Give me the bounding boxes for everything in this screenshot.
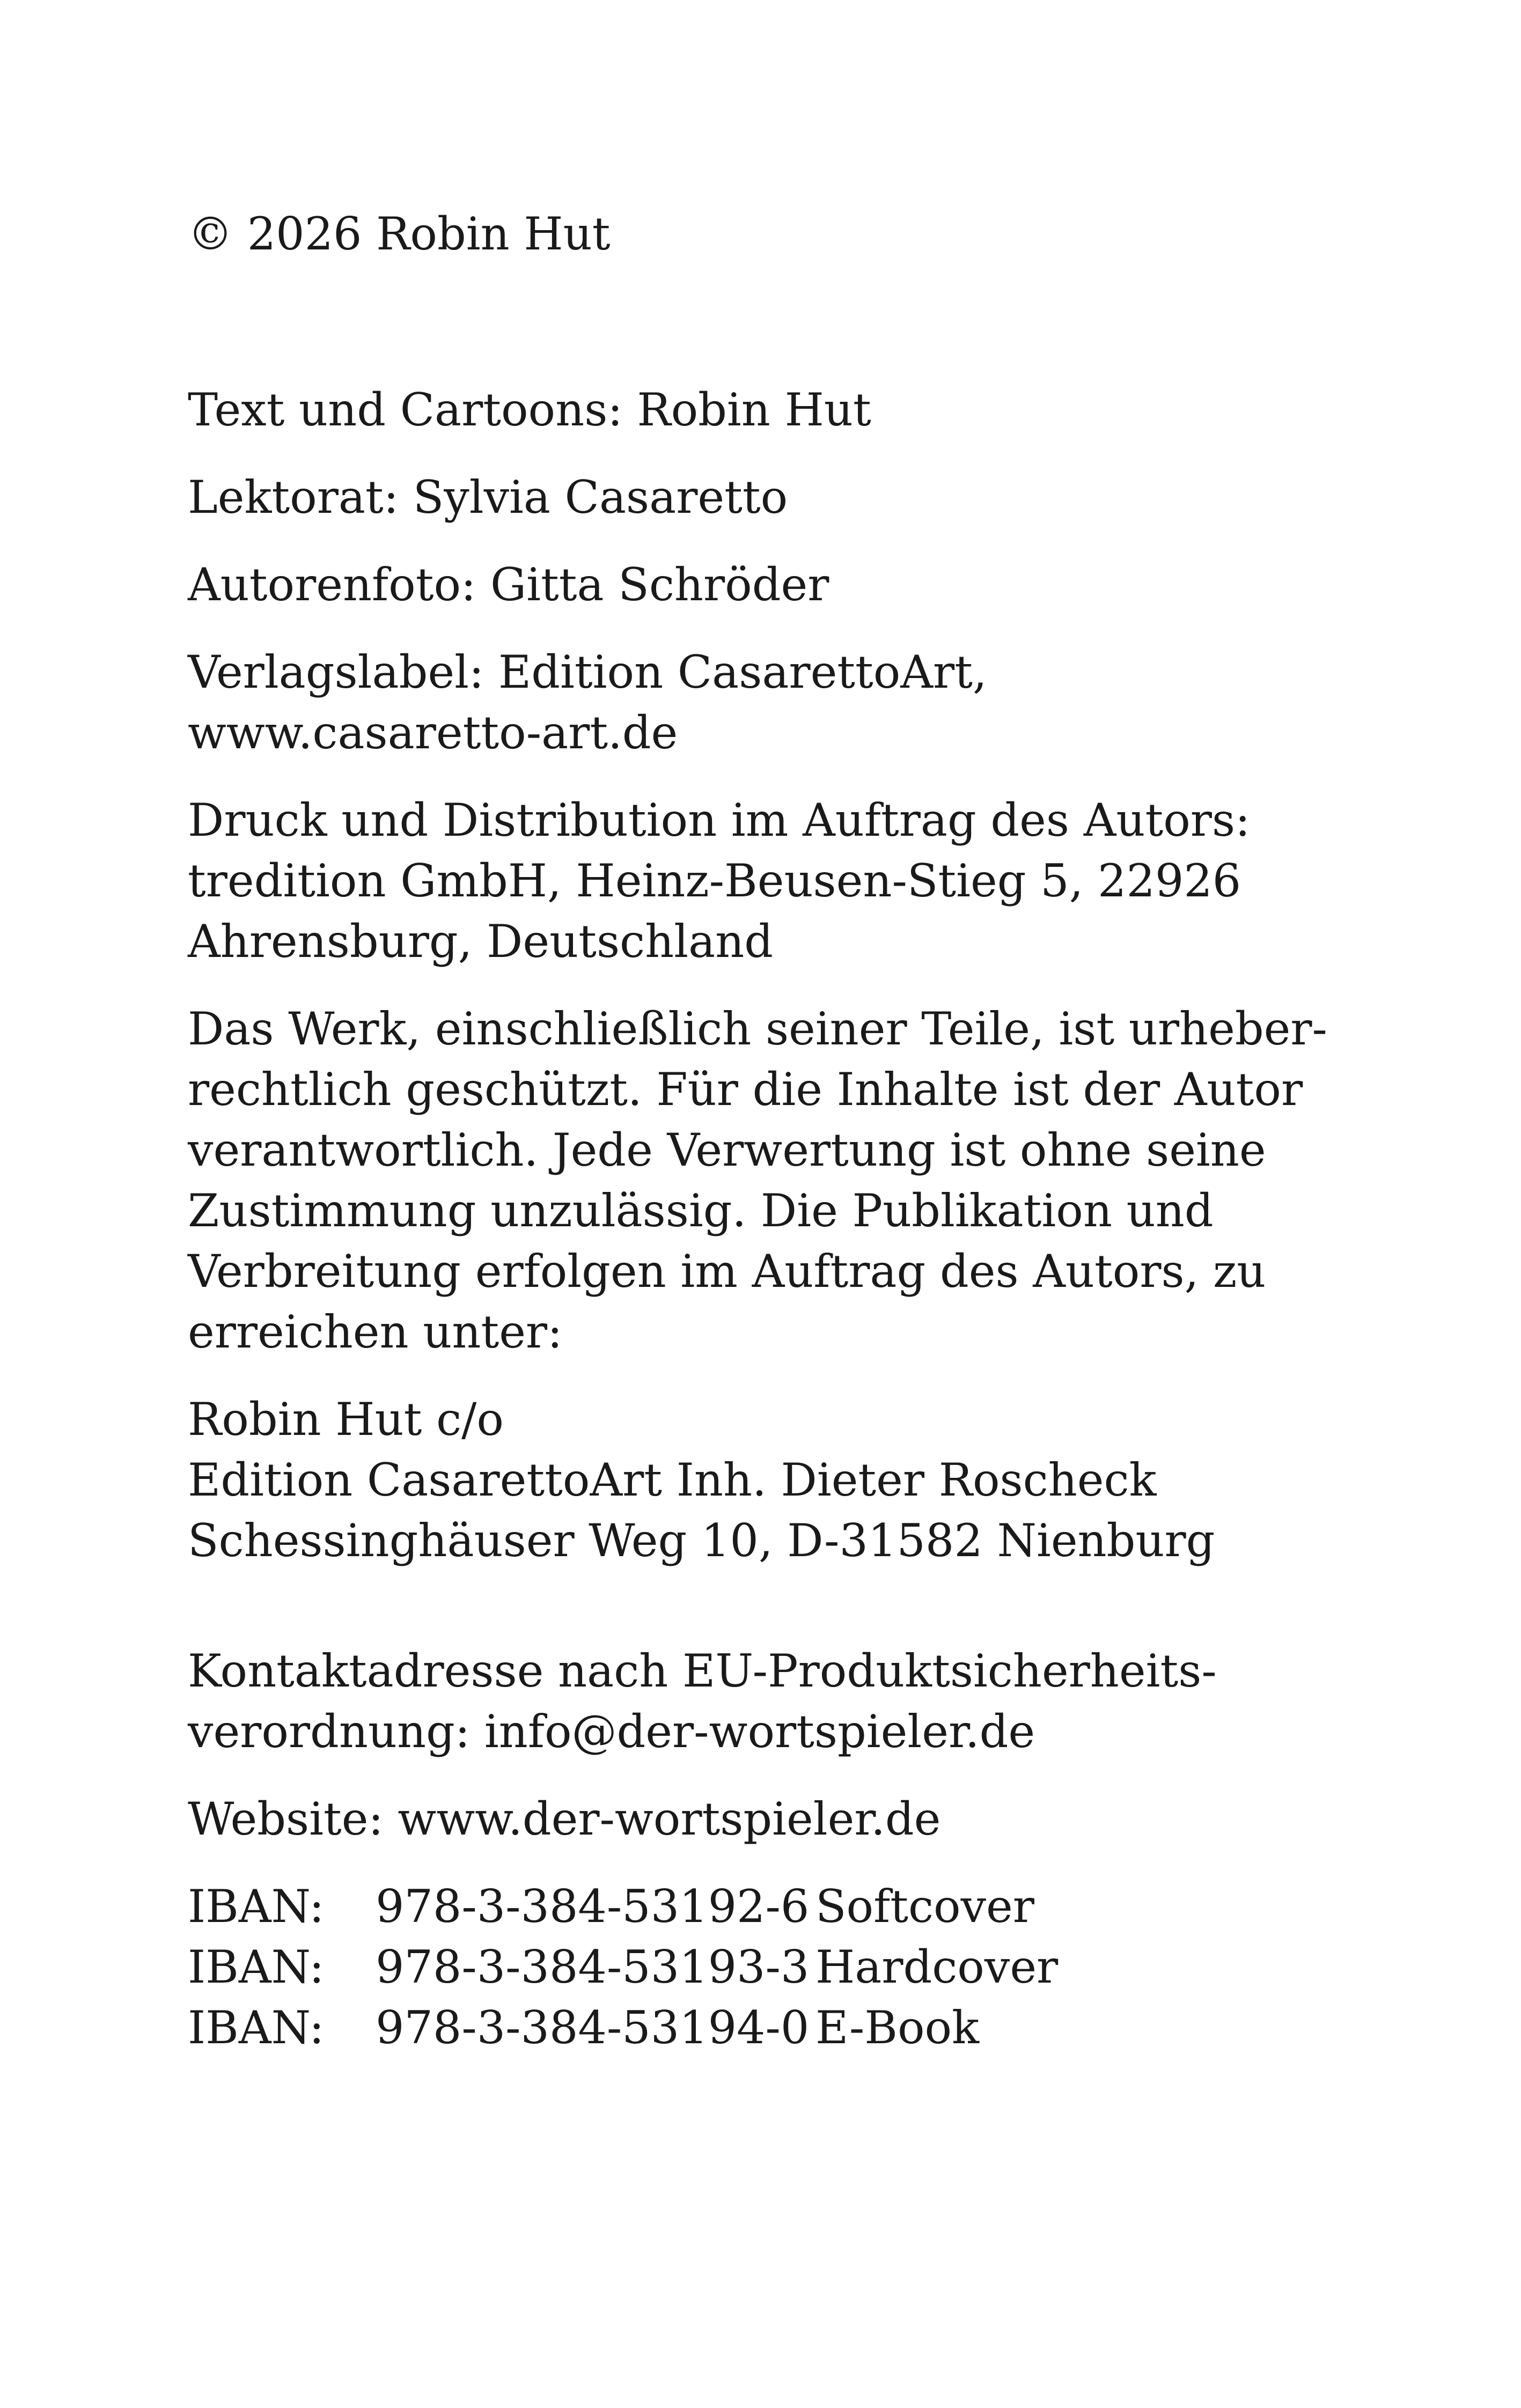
isbn-table [188, 1876, 1058, 2058]
isbn-row [188, 1937, 1058, 1998]
address-block [188, 1389, 1341, 1571]
isbn-row [188, 1998, 1058, 2058]
credit-editing: Lektorat: Sylvia Casaretto [188, 471, 788, 524]
isbn-label: IBAN: [188, 1880, 325, 1933]
imprint-page [188, 204, 1341, 2058]
credit-author-photo: Autorenfoto: Gitta Schröder [188, 558, 829, 611]
isbn-number: 978-3-384-53193-3 [376, 1941, 810, 1993]
contact-block [188, 1641, 1341, 1762]
isbn-format: E-Book [815, 2001, 980, 2054]
isbn-label: IBAN: [188, 2001, 325, 2054]
isbn-number: 978-3-384-53194-0 [376, 2001, 810, 2054]
isbn-format: Softcover [815, 1880, 1034, 1933]
printing-block [188, 790, 1341, 972]
address-line: Schessinghäuser Weg 10, D-31582 Nienburg [188, 1514, 1215, 1567]
contact-line: Kontaktadresse nach EU-Produktsicherheits- [188, 1645, 1217, 1697]
publisher-label-line: Verlagslabel: Edition CasarettoArt, [188, 646, 987, 698]
address-line: Edition CasarettoArt Inh. Dieter Roscheck [188, 1454, 1157, 1506]
address-line: Robin Hut c/o [188, 1393, 504, 1446]
contact-line: verordnung: info@der-wortspieler.de [188, 1705, 1035, 1758]
isbn-number: 978-3-384-53192-6 [376, 1880, 810, 1933]
credit-text-cartoons: Text und Cartoons: Robin Hut [188, 384, 871, 436]
publisher-url: www.casaretto-art.de [188, 706, 678, 759]
isbn-format: Hardcover [815, 1941, 1059, 1993]
copyright-line: © 2026 Robin Hut [188, 208, 611, 260]
printing-line: tredition GmbH, Heinz-Beusen-Stieg 5, 22926 [188, 855, 1241, 907]
rights-line: Zustimmung unzulässig. Die Publikation und [188, 1184, 1214, 1237]
printing-line: Ahrensburg, Deutschland [188, 915, 774, 968]
printing-line: Druck und Distribution im Auftrag des Autors: [188, 794, 1251, 846]
website-line: Website: www.der-wortspieler.de [188, 1793, 941, 1845]
rights-line: Verbreitung erfolgen im Auftrag des Autors, zu [188, 1245, 1266, 1298]
rights-line: erreichen unter: [188, 1306, 563, 1358]
rights-line: rechtlich geschützt. Für die Inhalte ist der Autor [188, 1063, 1303, 1116]
isbn-row [188, 1876, 1058, 1937]
rights-line: verantwortlich. Jede Verwertung ist ohne seine [188, 1124, 1266, 1176]
isbn-label: IBAN: [188, 1941, 325, 1993]
rights-line: Das Werk, einschließlich seiner Teile, ist urheber- [188, 1003, 1327, 1055]
publisher-label-block [188, 642, 1341, 763]
rights-block [188, 999, 1341, 1363]
